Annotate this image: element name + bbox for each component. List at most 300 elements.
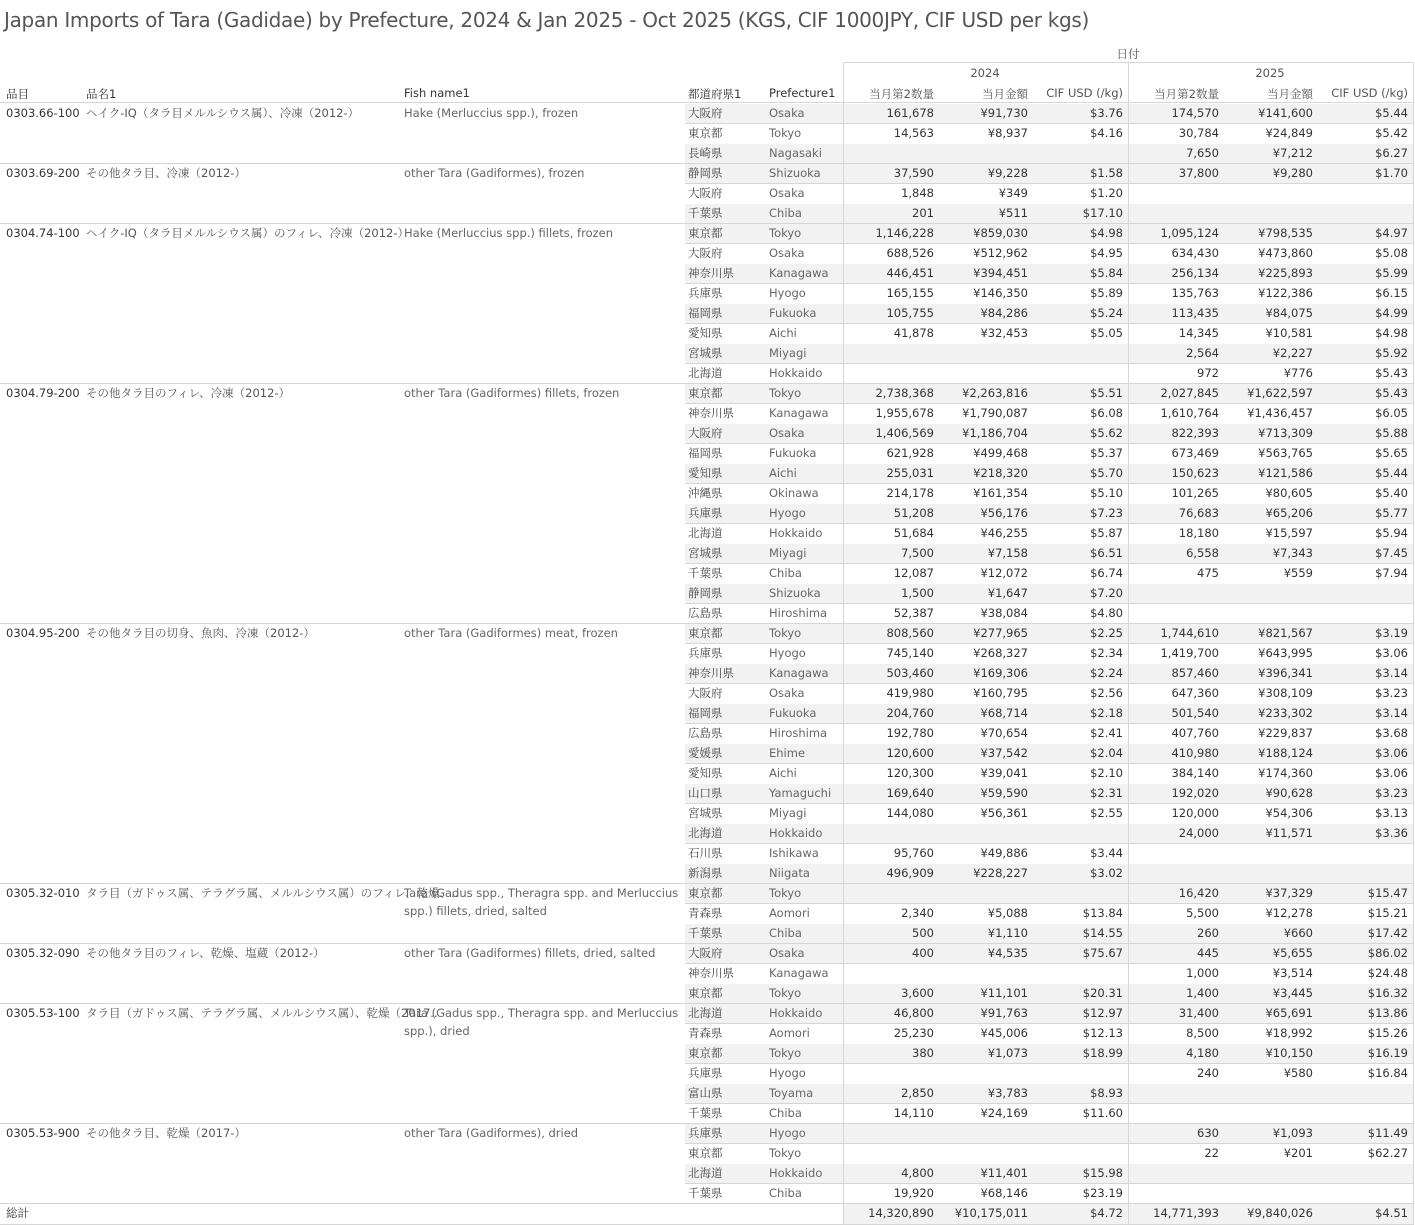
value-2025-cell: ¥660 <box>1283 926 1313 940</box>
value-2025-cell: ¥174,360 <box>1258 766 1313 780</box>
qty-2024-cell <box>845 1123 934 1143</box>
prefecture-en: Aichi <box>769 466 797 480</box>
fish-name-en: other Tara (Gadiformes) fillets, frozen <box>404 386 620 400</box>
usd-per-kg-2024-cell: $4.80 <box>1090 606 1123 620</box>
value-2025-cell <box>1225 1083 1313 1103</box>
prefecture-en: Aomori <box>769 1026 810 1040</box>
prefecture-jp: 神奈川県 <box>688 666 734 680</box>
qty-2025-cell: 634,430 <box>1171 246 1219 260</box>
value-2025-cell: ¥3,514 <box>1272 966 1313 980</box>
column-header-usd-2025[interactable]: CIF USD (/kg) <box>1331 86 1408 100</box>
value-2025-cell: ¥563,765 <box>1258 446 1313 460</box>
usd-per-kg-2024-cell: $2.25 <box>1090 626 1123 640</box>
fish-name-en: other Tara (Gadiformes), dried <box>404 1126 579 1140</box>
qty-2024-cell <box>845 143 934 163</box>
qty-2025-cell: 192,020 <box>1171 786 1219 800</box>
value-2025-cell: ¥1,436,457 <box>1247 406 1313 420</box>
usd-per-kg-2024-cell: $3.44 <box>1090 846 1123 860</box>
value-2024-cell: ¥91,763 <box>980 1006 1028 1020</box>
value-2024-cell: ¥499,468 <box>973 446 1028 460</box>
usd-per-kg-2024-cell: $5.24 <box>1090 306 1123 320</box>
value-2025-cell: ¥54,306 <box>1265 806 1313 820</box>
column-header-qty-2024[interactable]: 当月第2数量 <box>869 87 934 101</box>
qty-2025-cell: 475 <box>1197 566 1219 580</box>
value-2024-cell: ¥11,401 <box>980 1166 1028 1180</box>
usd-per-kg-2025-cell: $3.19 <box>1375 626 1408 640</box>
usd-per-kg-2024-cell <box>1030 143 1123 163</box>
qty-2025-cell: 647,360 <box>1171 686 1219 700</box>
usd-per-kg-2025-cell <box>1315 583 1408 603</box>
value-2025-cell: ¥11,571 <box>1265 826 1313 840</box>
value-2024-cell: ¥32,453 <box>980 326 1028 340</box>
value-2024-cell <box>940 363 1028 383</box>
total-usd-2024: $4.72 <box>1090 1206 1123 1220</box>
value-2024-cell: ¥1,790,087 <box>962 406 1028 420</box>
prefecture-jp: 青森県 <box>688 1026 723 1040</box>
value-2024-cell: ¥24,169 <box>980 1106 1028 1120</box>
value-2025-cell: ¥559 <box>1283 566 1313 580</box>
value-2025-cell: ¥7,212 <box>1272 146 1313 160</box>
prefecture-en: Okinawa <box>769 486 819 500</box>
usd-per-kg-2025-cell: $5.43 <box>1375 366 1408 380</box>
usd-per-kg-2025-cell: $5.65 <box>1375 446 1408 460</box>
qty-2024-cell: 192,780 <box>886 726 934 740</box>
qty-2025-cell <box>1130 1183 1219 1203</box>
column-header-value-2024[interactable]: 当月金額 <box>982 87 1028 101</box>
prefecture-en: Chiba <box>769 206 802 220</box>
prefecture-jp: 千葉県 <box>688 566 723 580</box>
column-header-pref-jp[interactable]: 都道府県1 <box>688 87 742 101</box>
qty-2024-cell: 1,406,569 <box>875 426 934 440</box>
value-2025-cell <box>1225 863 1313 883</box>
qty-2024-cell: 120,600 <box>886 746 934 760</box>
qty-2024-cell: 2,340 <box>901 906 934 920</box>
value-2024-cell: ¥512,962 <box>973 246 1028 260</box>
qty-2024-cell: 808,560 <box>886 626 934 640</box>
year-2024-header[interactable]: 2024 <box>970 66 1000 80</box>
value-2025-cell: ¥3,445 <box>1272 986 1313 1000</box>
usd-per-kg-2024-cell: $2.10 <box>1090 766 1123 780</box>
prefecture-jp: 兵庫県 <box>688 286 723 300</box>
qty-2024-cell: 621,928 <box>886 446 934 460</box>
value-2024-cell: ¥12,072 <box>980 566 1028 580</box>
value-2025-cell <box>1225 583 1313 603</box>
value-2024-cell: ¥1,186,704 <box>962 426 1028 440</box>
qty-2024-cell: 419,980 <box>886 686 934 700</box>
value-2024-cell: ¥49,886 <box>980 846 1028 860</box>
prefecture-jp: 愛知県 <box>688 766 723 780</box>
usd-per-kg-2025-cell: $13.86 <box>1367 1006 1408 1020</box>
qty-2025-cell: 6,558 <box>1186 546 1219 560</box>
year-2025-header[interactable]: 2025 <box>1255 66 1285 80</box>
usd-per-kg-2025-cell: $5.08 <box>1375 246 1408 260</box>
prefecture-jp: 千葉県 <box>688 206 723 220</box>
qty-2024-cell: 500 <box>912 926 934 940</box>
prefecture-en: Hyogo <box>769 646 806 660</box>
value-2024-cell: ¥46,255 <box>980 526 1028 540</box>
fish-name-en: Tara (Gadus spp., Theragra spp. and Merluccius spp.), dried <box>404 1006 679 1038</box>
qty-2025-cell <box>1130 203 1219 223</box>
qty-2024-cell: 95,760 <box>893 846 934 860</box>
prefecture-en: Chiba <box>769 1106 802 1120</box>
usd-per-kg-2025-cell: $3.06 <box>1375 766 1408 780</box>
value-2025-cell: ¥473,860 <box>1258 246 1313 260</box>
product-code: 0305.32-010 <box>6 886 80 900</box>
prefecture-jp: 北海道 <box>688 366 723 380</box>
prefecture-jp: 宮城県 <box>688 546 723 560</box>
prefecture-jp: 東京都 <box>688 126 723 140</box>
product-name-jp: その他タラ目のフィレ、乾燥、塩蔵（2012-） <box>86 946 325 960</box>
usd-per-kg-2024-cell: $5.70 <box>1090 466 1123 480</box>
qty-2025-cell <box>1130 603 1219 623</box>
value-2025-cell: ¥821,567 <box>1258 626 1313 640</box>
qty-2025-cell: 7,650 <box>1186 146 1219 160</box>
prefecture-jp: 愛知県 <box>688 326 723 340</box>
qty-2025-cell <box>1130 863 1219 883</box>
column-header-usd-2024[interactable]: CIF USD (/kg) <box>1046 86 1123 100</box>
value-2024-cell: ¥9,228 <box>987 166 1028 180</box>
qty-2025-cell: 260 <box>1197 926 1219 940</box>
qty-2024-cell: 1,848 <box>901 186 934 200</box>
usd-per-kg-2024-cell: $15.98 <box>1082 1166 1123 1180</box>
value-2025-cell: ¥201 <box>1283 1146 1313 1160</box>
value-2024-cell: ¥394,451 <box>973 266 1028 280</box>
value-2024-cell: ¥7,158 <box>987 546 1028 560</box>
value-2024-cell: ¥146,350 <box>973 286 1028 300</box>
usd-per-kg-2024-cell <box>1030 823 1123 843</box>
prefecture-en: Hokkaido <box>769 1166 823 1180</box>
qty-2024-cell: 161,678 <box>886 106 934 120</box>
value-2025-cell: ¥37,329 <box>1265 886 1313 900</box>
value-2025-cell: ¥229,837 <box>1258 726 1313 740</box>
qty-2025-cell: 256,134 <box>1171 266 1219 280</box>
usd-per-kg-2024-cell: $11.60 <box>1082 1106 1123 1120</box>
usd-per-kg-2024-cell: $17.10 <box>1082 206 1123 220</box>
prefecture-en: Osaka <box>769 686 805 700</box>
prefecture-jp: 千葉県 <box>688 1106 723 1120</box>
prefecture-jp: 兵庫県 <box>688 1066 723 1080</box>
value-2024-cell: ¥160,795 <box>973 686 1028 700</box>
prefecture-jp: 大阪府 <box>688 186 723 200</box>
qty-2024-cell <box>845 1063 934 1083</box>
usd-per-kg-2025-cell: $86.02 <box>1367 946 1408 960</box>
qty-2024-cell <box>845 883 934 903</box>
prefecture-jp: 東京都 <box>688 1046 723 1060</box>
qty-2024-cell: 37,590 <box>893 166 934 180</box>
qty-2024-cell: 52,387 <box>893 606 934 620</box>
col-divider-right <box>1413 62 1414 1224</box>
qty-2025-cell: 18,180 <box>1178 526 1219 540</box>
qty-2025-cell: 150,623 <box>1171 466 1219 480</box>
fish-name-en: other Tara (Gadiformes), frozen <box>404 166 585 180</box>
qty-2025-cell: 1,000 <box>1186 966 1219 980</box>
prefecture-en: Aomori <box>769 906 810 920</box>
qty-2024-cell: 496,909 <box>886 866 934 880</box>
product-code: 0303.69-200 <box>6 166 80 180</box>
qty-2024-cell <box>845 343 934 363</box>
prefecture-en: Hokkaido <box>769 1006 823 1020</box>
usd-per-kg-2025-cell: $15.47 <box>1367 886 1408 900</box>
usd-per-kg-2024-cell: $2.18 <box>1090 706 1123 720</box>
value-2025-cell: ¥141,600 <box>1258 106 1313 120</box>
qty-2024-cell: 3,600 <box>901 986 934 1000</box>
usd-per-kg-2024-cell: $5.87 <box>1090 526 1123 540</box>
usd-per-kg-2025-cell: $6.27 <box>1375 146 1408 160</box>
prefecture-jp: 北海道 <box>688 1166 723 1180</box>
usd-per-kg-2025-cell: $3.23 <box>1375 786 1408 800</box>
usd-per-kg-2024-cell: $13.84 <box>1082 906 1123 920</box>
usd-per-kg-2025-cell: $6.15 <box>1375 286 1408 300</box>
prefecture-jp: 兵庫県 <box>688 646 723 660</box>
usd-per-kg-2024-cell: $4.95 <box>1090 246 1123 260</box>
product-name-jp: その他タラ目のフィレ、冷凍（2012-） <box>86 386 291 400</box>
qty-2025-cell: 1,610,764 <box>1160 406 1219 420</box>
usd-per-kg-2025-cell: $16.84 <box>1367 1066 1408 1080</box>
qty-2025-cell: 31,400 <box>1178 1006 1219 1020</box>
qty-2025-cell: 1,095,124 <box>1160 226 1219 240</box>
prefecture-en: Tokyo <box>769 126 802 140</box>
total-value-2024: ¥10,175,011 <box>954 1206 1028 1220</box>
usd-per-kg-2025-cell <box>1315 603 1408 623</box>
qty-2024-cell: 201 <box>912 206 934 220</box>
prefecture-jp: 大阪府 <box>688 686 723 700</box>
usd-per-kg-2025-cell: $5.43 <box>1375 386 1408 400</box>
prefecture-jp: 広島県 <box>688 726 723 740</box>
value-2024-cell: ¥349 <box>998 186 1028 200</box>
value-2024-cell: ¥511 <box>998 206 1028 220</box>
qty-2025-cell: 501,540 <box>1171 706 1219 720</box>
usd-per-kg-2025-cell: $5.92 <box>1375 346 1408 360</box>
qty-2024-cell: 255,031 <box>886 466 934 480</box>
prefecture-jp: 東京都 <box>688 226 723 240</box>
usd-per-kg-2024-cell: $3.02 <box>1090 866 1123 880</box>
qty-2024-cell: 688,526 <box>886 246 934 260</box>
usd-per-kg-2024-cell: $2.56 <box>1090 686 1123 700</box>
qty-2025-cell: 76,683 <box>1178 506 1219 520</box>
value-2024-cell: ¥91,730 <box>980 106 1028 120</box>
usd-per-kg-2025-cell: $3.13 <box>1375 806 1408 820</box>
usd-per-kg-2024-cell: $2.04 <box>1090 746 1123 760</box>
value-2024-cell: ¥68,146 <box>980 1186 1028 1200</box>
qty-2025-cell: 1,744,610 <box>1160 626 1219 640</box>
value-2024-cell <box>940 143 1028 163</box>
total-qty-2024: 14,320,890 <box>868 1206 934 1220</box>
value-2025-cell: ¥7,343 <box>1272 546 1313 560</box>
qty-2024-cell: 165,155 <box>886 286 934 300</box>
prefecture-en: Nagasaki <box>769 146 822 160</box>
column-header-qty-2025[interactable]: 当月第2数量 <box>1154 87 1219 101</box>
usd-per-kg-2024-cell: $4.16 <box>1090 126 1123 140</box>
qty-2025-cell: 384,140 <box>1171 766 1219 780</box>
value-2024-cell: ¥169,306 <box>973 666 1028 680</box>
usd-per-kg-2024-cell <box>1030 1143 1123 1163</box>
value-2025-cell: ¥5,655 <box>1272 946 1313 960</box>
value-2024-cell: ¥2,263,816 <box>962 386 1028 400</box>
qty-2025-cell: 2,027,845 <box>1160 386 1219 400</box>
prefecture-jp: 北海道 <box>688 1006 723 1020</box>
usd-per-kg-2024-cell: $8.93 <box>1090 1086 1123 1100</box>
prefecture-jp: 千葉県 <box>688 926 723 940</box>
qty-2025-cell: 113,435 <box>1171 306 1219 320</box>
value-2024-cell: ¥37,542 <box>980 746 1028 760</box>
prefecture-en: Shizuoka <box>769 166 821 180</box>
qty-2025-cell: 2,564 <box>1186 346 1219 360</box>
value-2024-cell: ¥268,327 <box>973 646 1028 660</box>
prefecture-jp: 千葉県 <box>688 1186 723 1200</box>
prefecture-en: Kanagawa <box>769 966 829 980</box>
usd-per-kg-2025-cell: $3.06 <box>1375 746 1408 760</box>
usd-per-kg-2025-cell: $15.21 <box>1367 906 1408 920</box>
qty-2025-cell: 24,000 <box>1178 826 1219 840</box>
usd-per-kg-2025-cell: $4.98 <box>1375 326 1408 340</box>
prefecture-jp: 宮城県 <box>688 806 723 820</box>
usd-per-kg-2024-cell: $5.51 <box>1090 386 1123 400</box>
product-code: 0303.66-100 <box>6 106 80 120</box>
prefecture-jp: 神奈川県 <box>688 266 734 280</box>
value-2025-cell <box>1225 1163 1313 1183</box>
product-name-jp: タラ目（ガドゥス属、テラグラ属、メルルシウス属）、乾燥（2017.. <box>86 1006 438 1020</box>
usd-per-kg-2025-cell: $5.42 <box>1375 126 1408 140</box>
value-2024-cell: ¥5,088 <box>987 906 1028 920</box>
column-header-fish[interactable]: Fish name1 <box>404 86 470 100</box>
prefecture-en: Osaka <box>769 106 805 120</box>
usd-per-kg-2024-cell: $20.31 <box>1082 986 1123 1000</box>
value-2024-cell <box>940 1123 1028 1143</box>
qty-2025-cell: 407,760 <box>1171 726 1219 740</box>
prefecture-jp: 北海道 <box>688 526 723 540</box>
prefecture-en: Kanagawa <box>769 406 829 420</box>
prefecture-jp: 広島県 <box>688 606 723 620</box>
prefecture-jp: 東京都 <box>688 986 723 1000</box>
column-header-pref-en[interactable]: Prefecture1 <box>769 86 836 100</box>
qty-2024-cell: 400 <box>912 946 934 960</box>
product-code: 0305.53-900 <box>6 1126 80 1140</box>
value-2024-cell: ¥218,320 <box>973 466 1028 480</box>
product-code: 0305.32-090 <box>6 946 80 960</box>
qty-2025-cell: 1,400 <box>1186 986 1219 1000</box>
qty-2025-cell: 22 <box>1204 1146 1219 1160</box>
value-2024-cell: ¥38,084 <box>980 606 1028 620</box>
prefecture-en: Hyogo <box>769 1066 806 1080</box>
usd-per-kg-2024-cell: $12.13 <box>1082 1026 1123 1040</box>
prefecture-jp: 東京都 <box>688 626 723 640</box>
qty-2025-cell: 4,180 <box>1186 1046 1219 1060</box>
usd-per-kg-2024-cell: $5.89 <box>1090 286 1123 300</box>
qty-2025-cell: 445 <box>1197 946 1219 960</box>
qty-2025-cell: 410,980 <box>1171 746 1219 760</box>
usd-per-kg-2025-cell: $3.68 <box>1375 726 1408 740</box>
qty-2025-cell: 630 <box>1197 1126 1219 1140</box>
product-name-jp: その他タラ目、乾燥（2017-） <box>86 1126 246 1140</box>
prefecture-jp: 沖縄県 <box>688 486 723 500</box>
column-header-code[interactable]: 品目 <box>6 87 29 101</box>
usd-per-kg-2024-cell: $6.74 <box>1090 566 1123 580</box>
qty-2025-cell: 240 <box>1197 1066 1219 1080</box>
usd-per-kg-2024-cell: $2.34 <box>1090 646 1123 660</box>
qty-2024-cell: 19,920 <box>893 1186 934 1200</box>
usd-per-kg-2025-cell: $6.05 <box>1375 406 1408 420</box>
value-2025-cell: ¥65,691 <box>1265 1006 1313 1020</box>
usd-per-kg-2024-cell: $2.55 <box>1090 806 1123 820</box>
value-2024-cell <box>940 1063 1028 1083</box>
value-2025-cell: ¥10,581 <box>1265 326 1313 340</box>
qty-2025-cell <box>1130 1163 1219 1183</box>
qty-2025-cell <box>1130 843 1219 863</box>
usd-per-kg-2025-cell: $5.88 <box>1375 426 1408 440</box>
usd-per-kg-2025-cell: $16.19 <box>1367 1046 1408 1060</box>
usd-per-kg-2024-cell: $12.97 <box>1082 1006 1123 1020</box>
prefecture-jp: 静岡県 <box>688 166 723 180</box>
usd-per-kg-2024-cell: $5.84 <box>1090 266 1123 280</box>
value-2025-cell <box>1225 843 1313 863</box>
prefecture-jp: 愛知県 <box>688 466 723 480</box>
usd-per-kg-2025-cell: $5.94 <box>1375 526 1408 540</box>
prefecture-en: Hokkaido <box>769 526 823 540</box>
column-header-name[interactable]: 品名1 <box>86 87 117 101</box>
usd-per-kg-2025-cell: $3.36 <box>1375 826 1408 840</box>
value-2025-cell: ¥1,622,597 <box>1247 386 1313 400</box>
qty-2025-cell: 8,500 <box>1186 1026 1219 1040</box>
qty-2025-cell: 673,469 <box>1171 446 1219 460</box>
usd-per-kg-2024-cell: $23.19 <box>1082 1186 1123 1200</box>
value-2024-cell <box>940 823 1028 843</box>
usd-per-kg-2025-cell: $3.14 <box>1375 706 1408 720</box>
prefecture-jp: 兵庫県 <box>688 1126 723 1140</box>
usd-per-kg-2024-cell <box>1030 363 1123 383</box>
qty-2025-cell: 135,763 <box>1171 286 1219 300</box>
usd-per-kg-2025-cell: $62.27 <box>1367 1146 1408 1160</box>
prefecture-jp: 北海道 <box>688 826 723 840</box>
product-name-jp: ヘイク-IQ（タラ目メルルシウス属）のフィレ、冷凍（2012-） <box>86 226 410 240</box>
prefecture-jp: 福岡県 <box>688 706 723 720</box>
value-2025-cell: ¥798,535 <box>1258 226 1313 240</box>
usd-per-kg-2024-cell: $4.98 <box>1090 226 1123 240</box>
prefecture-en: Fukuoka <box>769 706 817 720</box>
total-usd-2025: $4.51 <box>1375 1206 1408 1220</box>
usd-per-kg-2025-cell: $3.06 <box>1375 646 1408 660</box>
prefecture-en: Osaka <box>769 186 805 200</box>
value-2025-cell: ¥1,093 <box>1272 1126 1313 1140</box>
usd-per-kg-2025-cell <box>1315 1163 1408 1183</box>
prefecture-en: Hyogo <box>769 1126 806 1140</box>
usd-per-kg-2025-cell: $3.14 <box>1375 666 1408 680</box>
usd-per-kg-2025-cell: $16.32 <box>1367 986 1408 1000</box>
qty-2024-cell: 105,755 <box>886 306 934 320</box>
value-2025-cell <box>1225 1183 1313 1203</box>
fish-name-en: Hake (Merluccius spp.), frozen <box>404 106 579 120</box>
product-name-jp: タラ目（ガドゥス属、テラグラ属、メルルシウス属）のフィレ、乾燥、.. <box>86 886 459 900</box>
value-2025-cell: ¥121,586 <box>1258 466 1313 480</box>
prefecture-en: Tokyo <box>769 626 802 640</box>
prefecture-jp: 大阪府 <box>688 426 723 440</box>
usd-per-kg-2025-cell: $5.44 <box>1375 106 1408 120</box>
qty-2024-cell: 1,500 <box>901 586 934 600</box>
value-2025-cell <box>1225 1103 1313 1123</box>
qty-2024-cell: 12,087 <box>893 566 934 580</box>
usd-per-kg-2025-cell: $5.44 <box>1375 466 1408 480</box>
prefecture-en: Tokyo <box>769 1046 802 1060</box>
value-2025-cell: ¥90,628 <box>1265 786 1313 800</box>
value-2025-cell <box>1225 203 1313 223</box>
prefecture-en: Hyogo <box>769 506 806 520</box>
column-header-value-2025[interactable]: 当月金額 <box>1267 87 1313 101</box>
usd-per-kg-2025-cell <box>1315 1083 1408 1103</box>
value-2024-cell: ¥8,937 <box>987 126 1028 140</box>
product-name-jp: ヘイク-IQ（タラ目メルルシウス属）、冷凍（2012-） <box>86 106 360 120</box>
value-2025-cell: ¥643,995 <box>1258 646 1313 660</box>
prefecture-jp: 神奈川県 <box>688 966 734 980</box>
prefecture-jp: 静岡県 <box>688 586 723 600</box>
